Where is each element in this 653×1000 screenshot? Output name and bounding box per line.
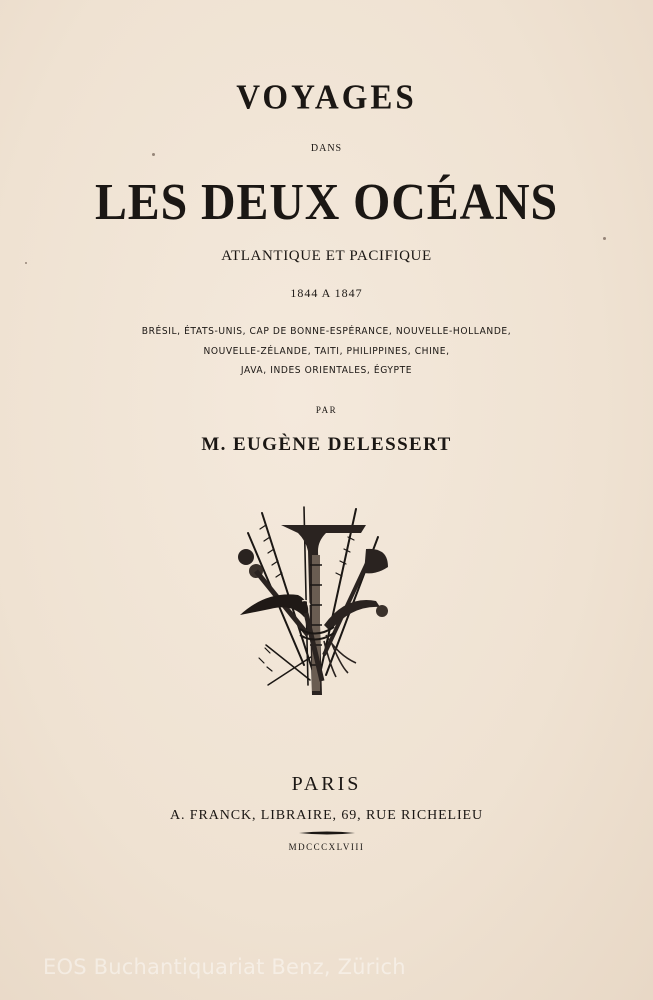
places-line: BRÉSIL, ÉTATS-UNIS, CAP DE BONNE-ESPÉRANCE, NOUVELLE-HOLLANDE, <box>141 326 512 337</box>
decorative-rule <box>297 831 357 835</box>
places-line: NOUVELLE-ZÉLANDE, TAITI, PHILIPPINES, CHINE, <box>203 346 450 357</box>
watermark: EOS Buchantiquariat Benz, Zürich <box>43 955 406 979</box>
date-range: 1844 A 1847 <box>290 286 363 300</box>
ink-speck <box>603 237 606 240</box>
main-title: LES DEUX OCÉANS <box>94 174 559 231</box>
publication-year: MDCCCXLVIII <box>288 842 365 852</box>
title-connector: DANS <box>310 143 343 154</box>
subtitle: ATLANTIQUE ET PACIFIQUE <box>221 248 432 264</box>
places-line: JAVA, INDES ORIENTALES, ÉGYPTE <box>240 365 413 376</box>
publisher-line: A. FRANCK, LIBRAIRE, 69, RUE RICHELIEU <box>169 808 484 823</box>
weapons-trophy-illustration <box>226 505 406 705</box>
weapons-trophy-engraving <box>226 505 406 705</box>
by-label: PAR <box>315 405 338 415</box>
book-title: VOYAGES <box>236 79 417 117</box>
author-name: M. EUGÈNE DELESSERT <box>201 434 452 455</box>
publication-city: PARIS <box>291 773 362 795</box>
